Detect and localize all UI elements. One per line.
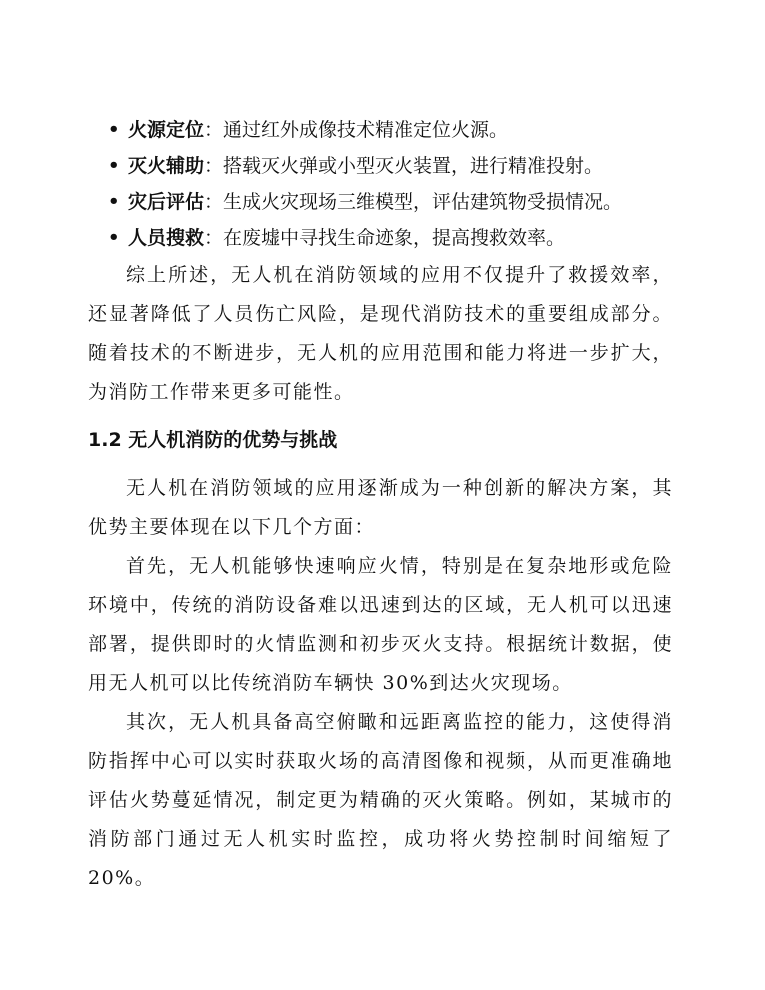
bullet-item bbox=[108, 220, 708, 256]
bullet-text: 生成火灾现场三维模型，评估建筑物受损情况。 bbox=[223, 191, 623, 213]
bullet-list bbox=[108, 112, 708, 256]
bullet-item bbox=[108, 148, 708, 184]
bullet-separator: ： bbox=[204, 155, 224, 177]
body-paragraph: 无人机在消防领域的应用逐渐成为一种创新的解决方案，其优势主要体现在以下几个方面： bbox=[88, 477, 673, 538]
body-paragraph: 其次，无人机具备高空俯瞰和远距离监控的能力，这使得消防指挥中心可以实时获取火场的高清图像和视频，从而更准确地评估火势蔓延情况，制定更为精确的灭火策略。例如，某城市的消防部门通过无人机实时监控，成功将火势控制时间缩短了 20%。 bbox=[88, 711, 673, 889]
section-title: 无人机消防的优势与挑战 bbox=[128, 429, 338, 451]
bullet-term: 灭火辅助 bbox=[128, 155, 205, 177]
summary-paragraph: 综上所述，无人机在消防领域的应用不仅提升了救援效率，还显著降低了人员伤亡风险，是现代消防技术的重要组成部分。随着技术的不断进步，无人机的应用范围和能力将进一步扩大，为消防工作带来更多可能性。 bbox=[88, 264, 673, 403]
bullet-text: 通过红外成像技术精准定位火源。 bbox=[223, 119, 509, 141]
bullet-separator: ： bbox=[204, 227, 224, 249]
bullet-separator: ： bbox=[204, 119, 224, 141]
bullet-item bbox=[108, 184, 708, 220]
bullet-text: 在废墟中寻找生命迹象，提高搜救效率。 bbox=[223, 227, 566, 249]
bullet-dot-icon: • bbox=[108, 119, 120, 140]
bullet-item bbox=[108, 112, 708, 148]
body-paragraph: 首先，无人机能够快速响应火情，特别是在复杂地形或危险环境中，传统的消防设备难以迅速到达的区域，无人机可以迅速部署，提供即时的火情监测和初步灭火支持。根据统计数据，使用无人机可以比传统消防车辆快 30%到达火灾现场。 bbox=[88, 555, 673, 694]
section-number: 1.2 bbox=[88, 429, 122, 451]
bullet-term: 人员搜救 bbox=[128, 227, 205, 249]
bullet-text: 搭载灭火弹或小型灭火装置，进行精准投射。 bbox=[223, 155, 604, 177]
bullet-separator: ： bbox=[204, 191, 224, 213]
bullet-dot-icon: • bbox=[108, 191, 120, 212]
bullet-dot-icon: • bbox=[108, 227, 120, 248]
bullet-dot-icon: • bbox=[108, 155, 120, 176]
bullet-term: 火源定位 bbox=[128, 119, 205, 141]
section-heading bbox=[88, 424, 337, 456]
bullet-term: 灾后评估 bbox=[128, 191, 205, 213]
